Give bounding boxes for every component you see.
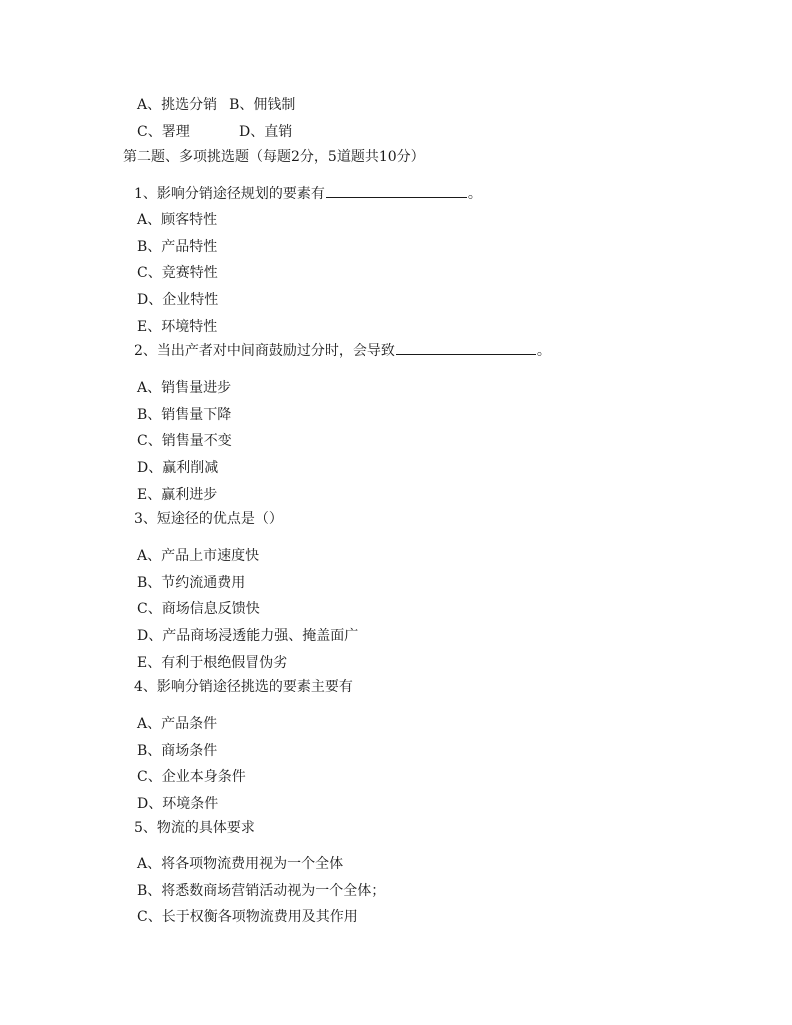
question-3-option: E、有利于根绝假冒伪劣 <box>137 655 288 671</box>
question-suffix: 。 <box>536 343 551 359</box>
question-5: 5、物流的具体要求 <box>134 820 255 836</box>
question-4-option: D、环境条件 <box>137 796 219 812</box>
question-1-option: E、环境特性 <box>137 319 218 335</box>
question-4-option: B、商场条件 <box>137 743 218 759</box>
question-1-option: B、产品特性 <box>137 239 218 255</box>
question-2 <box>134 342 551 360</box>
question-1-option: C、竞赛特性 <box>137 265 218 281</box>
question-5-option: A、将各项物流费用视为一个全体 <box>137 856 344 872</box>
question-2-option: C、销售量不变 <box>137 433 232 449</box>
top-options-row-2 <box>137 123 292 141</box>
question-1 <box>134 185 482 203</box>
question-4-option: A、产品条件 <box>137 716 218 732</box>
option-d: D、直销 <box>239 124 293 140</box>
question-5-option: B、将悉数商场营销活动视为一个全体； <box>137 883 386 899</box>
question-4: 4、影响分销途径挑选的要素主要有 <box>134 679 353 695</box>
top-options-row-1 <box>137 96 295 114</box>
answer-blank[interactable] <box>326 185 467 198</box>
question-1-option: D、企业特性 <box>137 292 219 308</box>
question-3-option: D、产品商场浸透能力强、掩盖面广 <box>137 628 359 644</box>
option-c: C、署理 <box>137 124 190 140</box>
question-stem: 1、影响分销途径规划的要素有 <box>134 186 325 202</box>
question-2-option: B、销售量下降 <box>137 407 232 423</box>
question-5-option: C、长于权衡各项物流费用及其作用 <box>137 909 358 925</box>
section-title: 第二题、多项挑选题（每题2分，5道题共10分） <box>123 149 425 165</box>
question-stem: 2、当出产者对中间商鼓励过分时，会导致 <box>134 343 395 359</box>
question-3-option: A、产品上市速度快 <box>137 548 260 564</box>
question-suffix: 。 <box>467 186 482 202</box>
option-b: B、佣钱制 <box>229 97 296 113</box>
question-3-option: B、节约流通费用 <box>137 575 246 591</box>
question-4-option: C、企业本身条件 <box>137 769 246 785</box>
question-1-option: A、顾客特性 <box>137 212 218 228</box>
question-3: 3、短途径的优点是（） <box>134 511 283 527</box>
answer-blank[interactable] <box>396 342 536 355</box>
option-a: A、挑选分销 <box>137 97 218 113</box>
question-3-option: C、商场信息反馈快 <box>137 601 260 617</box>
question-2-option: A、销售量进步 <box>137 380 232 396</box>
question-2-option: D、赢利削减 <box>137 460 219 476</box>
question-2-option: E、赢利进步 <box>137 487 218 503</box>
